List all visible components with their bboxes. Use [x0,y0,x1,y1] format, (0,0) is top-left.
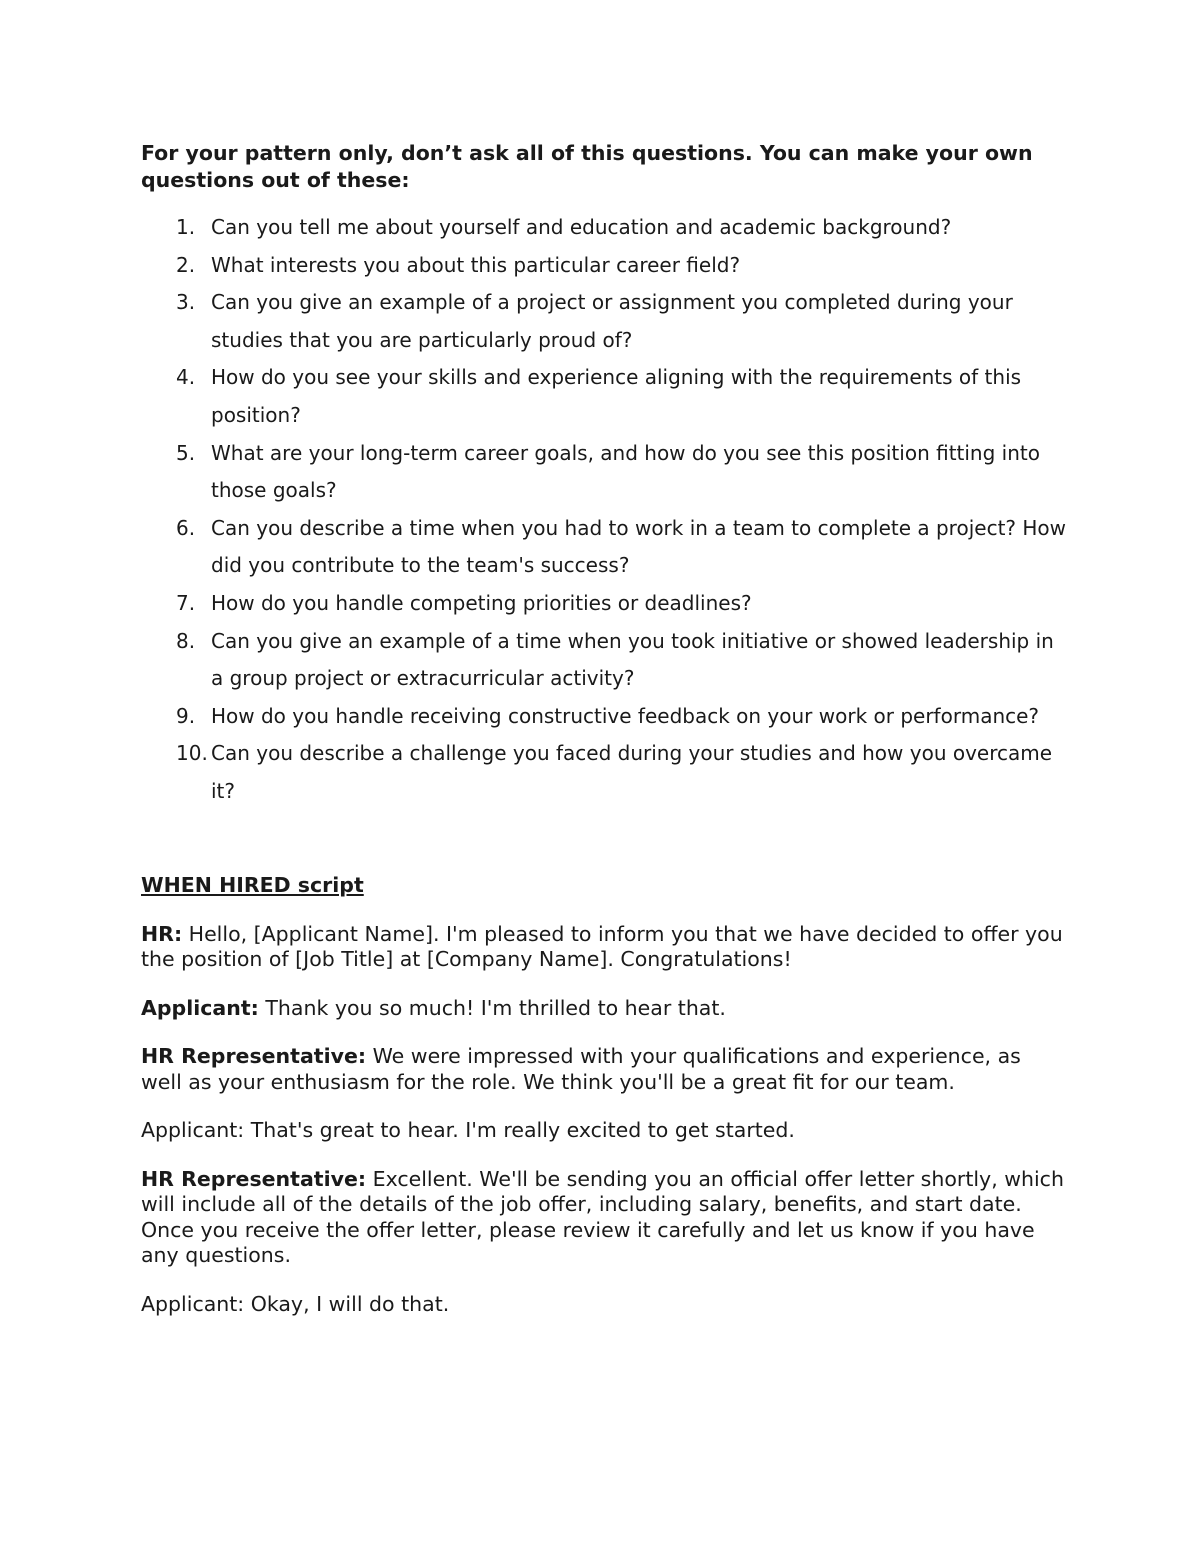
dialogue-text: Applicant: Okay, I will do that. [141,1291,450,1316]
list-item-text: Can you tell me about yourself and education and academic background? [211,215,952,239]
dialogue-paragraph [141,1044,1066,1095]
list-item-number: 8. [176,628,196,653]
list-item-text: What interests you about this particular career field? [211,252,741,277]
list-item-text: Can you give an example of a time when you took initiative or showed leadership in a group project or extracurricular activity? [211,628,1054,691]
dialogue-text: Applicant: That's great to hear. I'm really excited to get started. [141,1118,795,1142]
list-item-text: How do you handle receiving constructive feedback on your work or performance? [211,703,1040,728]
list-item-number: 3. [176,290,196,315]
list-item-number: 9. [176,703,196,728]
script-section-title: WHEN HIRED script [141,872,364,897]
list-item [141,735,1066,810]
list-item [141,247,1066,285]
question-list [141,209,1066,811]
list-item-number: 2. [176,252,196,277]
list-item [141,585,1066,623]
list-item-number: 7. [176,590,196,615]
dialogue-text: Excellent. We'll be sending you an official offer letter shortly, which will include all of the details of the job offer, including salary, benefits, and start date. Once you receive the offer letter, please review it carefully and let us know if you have any questions. [141,1166,1064,1267]
speaker-label: HR Representative: [141,1166,367,1191]
dialogue-paragraph [141,1167,1066,1269]
dialogue-paragraph [141,1292,1066,1318]
list-item [141,510,1066,585]
dialogue-text: Thank you so much! I'm thrilled to hear that. [258,995,726,1020]
list-item-text: Can you describe a challenge you faced during your studies and how you overcame it? [211,741,1053,803]
list-item-number: 1. [176,215,196,239]
document-page [141,140,1066,1317]
list-item-text: How do you handle competing priorities or deadlines? [211,590,752,615]
speaker-label: Applicant: [141,995,259,1020]
speaker-label: HR Representative: [141,1044,367,1068]
list-item [141,284,1066,359]
list-item-text: What are your long-term career goals, and how do you see this position fitting into those goals? [211,440,1040,503]
list-item-number: 6. [176,515,196,540]
list-item-number: 4. [176,365,196,390]
list-item [141,623,1066,698]
list-item [141,209,1066,247]
dialogue-paragraph [141,1118,1066,1144]
list-item-text: Can you give an example of a project or assignment you completed during your studies that you are particularly proud of? [211,290,1013,352]
dialogue-text: We were impressed with your qualifications and experience, as well as your enthusiasm for the role. We think you'll be a great fit for our team. [141,1044,1021,1094]
list-item-number: 5. [176,440,196,465]
list-item-number: 10. [176,741,208,766]
list-item [141,698,1066,736]
dialogue-text: Hello, [Applicant Name]. I'm pleased to inform you that we have decided to offer you the position of [Job Title] at [Company Name]. Congratulations! [141,921,1063,971]
dialogue-paragraph [141,996,1066,1022]
list-item-text: Can you describe a time when you had to work in a team to complete a project? How did you contribute to the team's success? [211,515,1067,578]
intro-heading: For your pattern only, don’t ask all of this questions. You can make your own questions out of these: [141,141,1033,192]
list-item [141,359,1066,434]
list-item-text: How do you see your skills and experience aligning with the requirements of this position? [211,365,1022,427]
list-item [141,435,1066,510]
dialogue-paragraph [141,922,1066,973]
speaker-label: HR: [141,921,183,946]
